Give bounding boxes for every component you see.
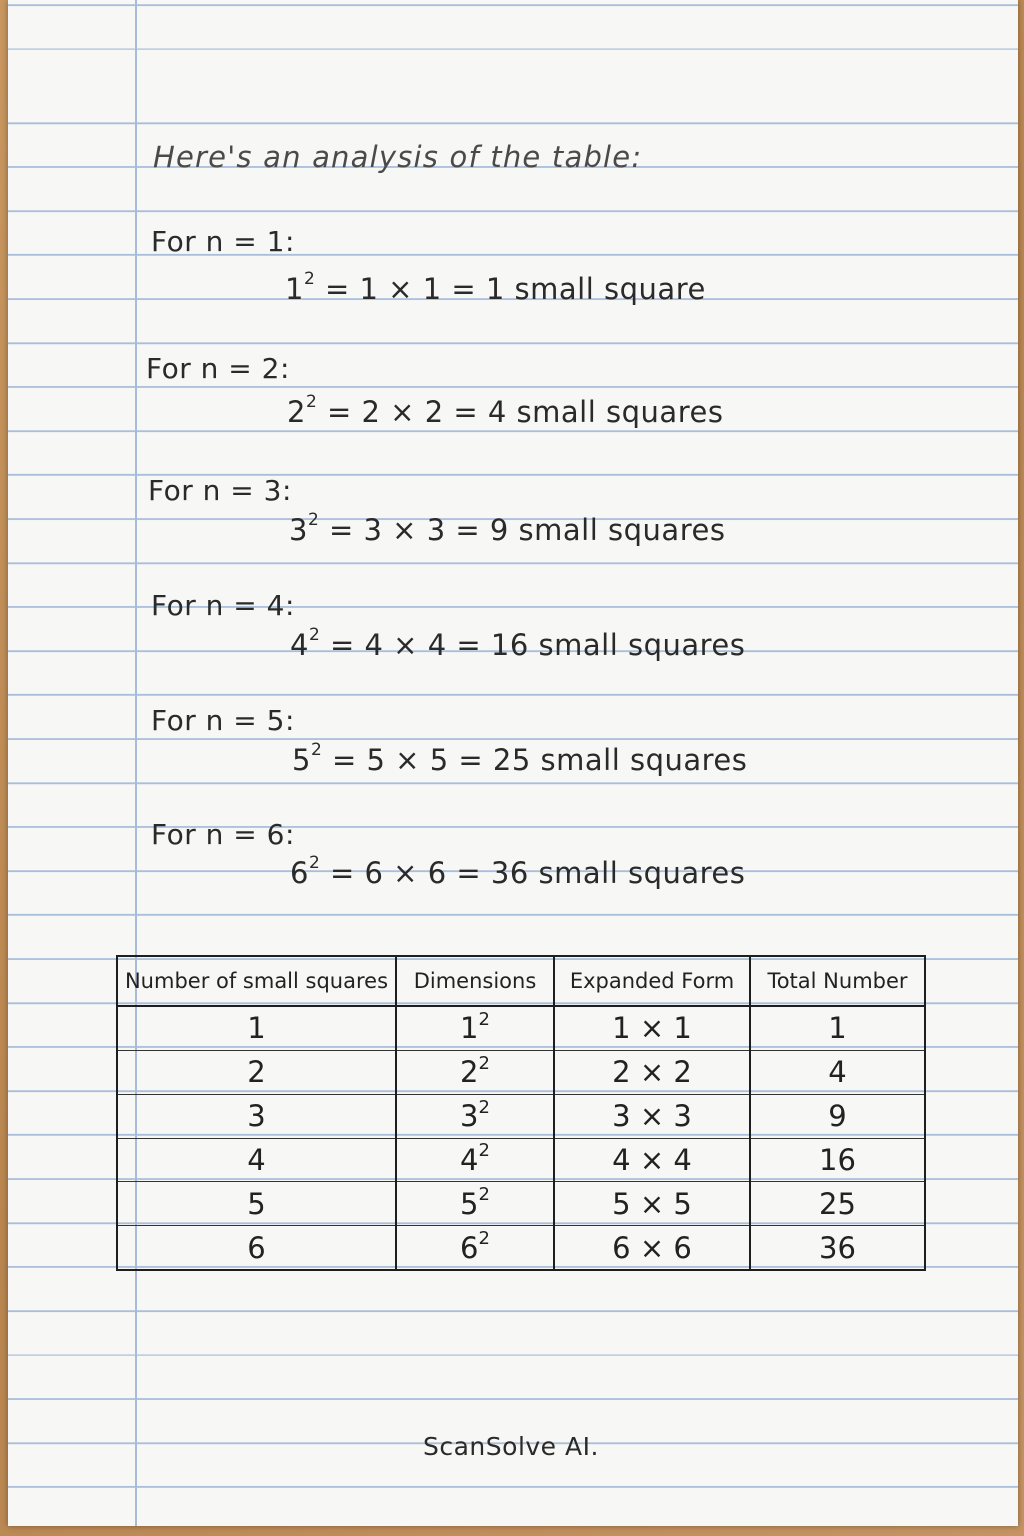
- table-row: [118, 1182, 924, 1226]
- case-equation: $3^2 = 3 \times 3 = 9$ small squares: [289, 510, 726, 547]
- case-equation: $4^2 = 4 \times 4 = 16$ small squares: [290, 625, 746, 662]
- case-label: For n = 4:: [151, 589, 295, 622]
- cell-expanded: 6 × 6: [554, 1226, 750, 1269]
- cell-dimensions: $2^2$: [396, 1050, 554, 1094]
- cell-dimensions: $6^2$: [396, 1226, 554, 1269]
- squares-table: [116, 955, 926, 1271]
- cell-expanded: 3 × 3: [554, 1094, 750, 1138]
- cell-n: 5: [118, 1182, 396, 1226]
- header-expanded-form: Expanded Form: [554, 957, 750, 1006]
- cell-dimensions: $4^2$: [396, 1138, 554, 1182]
- cell-expanded: 5 × 5: [554, 1182, 750, 1226]
- table-row: [118, 1226, 924, 1269]
- footer-signature: ScanSolve AI.: [423, 1432, 599, 1461]
- cell-total: 4: [750, 1050, 924, 1094]
- cell-n: 6: [118, 1226, 396, 1269]
- table-row: [118, 1094, 924, 1138]
- cell-dimensions: $3^2$: [396, 1094, 554, 1138]
- case-equation: $2^2 = 2 \times 2 = 4$ small squares: [287, 392, 724, 429]
- case-label: For n = 5:: [151, 704, 295, 737]
- table-row: [118, 1138, 924, 1182]
- cell-total: 25: [750, 1182, 924, 1226]
- cell-total: 16: [750, 1138, 924, 1182]
- case-equation: $1^2 = 1 \times 1 = 1$ small square: [285, 269, 706, 306]
- cell-total: 1: [750, 1006, 924, 1050]
- cell-n: 1: [118, 1006, 396, 1050]
- header-dimensions: Dimensions: [396, 957, 554, 1006]
- cell-expanded: 2 × 2: [554, 1050, 750, 1094]
- cell-dimensions: $5^2$: [396, 1182, 554, 1226]
- table-header-row: [118, 957, 924, 1006]
- cell-dimensions: $1^2$: [396, 1006, 554, 1050]
- page-heading: Here's an analysis of the table:: [153, 140, 643, 174]
- cell-n: 2: [118, 1050, 396, 1094]
- header-number-of-small-squares: Number of small squares: [118, 957, 396, 1006]
- cell-total: 36: [819, 1230, 856, 1265]
- case-label: For n = 1:: [151, 225, 295, 258]
- case-equation: $5^2 = 5 \times 5 = 25$ small squares: [292, 740, 748, 777]
- case-label: For n = 6:: [151, 818, 295, 851]
- table-row: [118, 1006, 924, 1050]
- margin-line: [135, 0, 137, 1526]
- cell-n: 4: [118, 1138, 396, 1182]
- header-total-number: Total Number: [750, 957, 924, 1006]
- cell-total: 9: [750, 1094, 924, 1138]
- cell-expanded: 1 × 1: [554, 1006, 750, 1050]
- notebook-page: [8, 0, 1018, 1526]
- case-label: For n = 2:: [146, 352, 290, 385]
- case-label: For n = 3:: [148, 474, 292, 507]
- cell-expanded: 4 × 4: [554, 1138, 750, 1182]
- table-row: [118, 1050, 924, 1094]
- case-equation: $6^2 = 6 \times 6 = 36$ small squares: [290, 853, 746, 890]
- cell-n: 3: [118, 1094, 396, 1138]
